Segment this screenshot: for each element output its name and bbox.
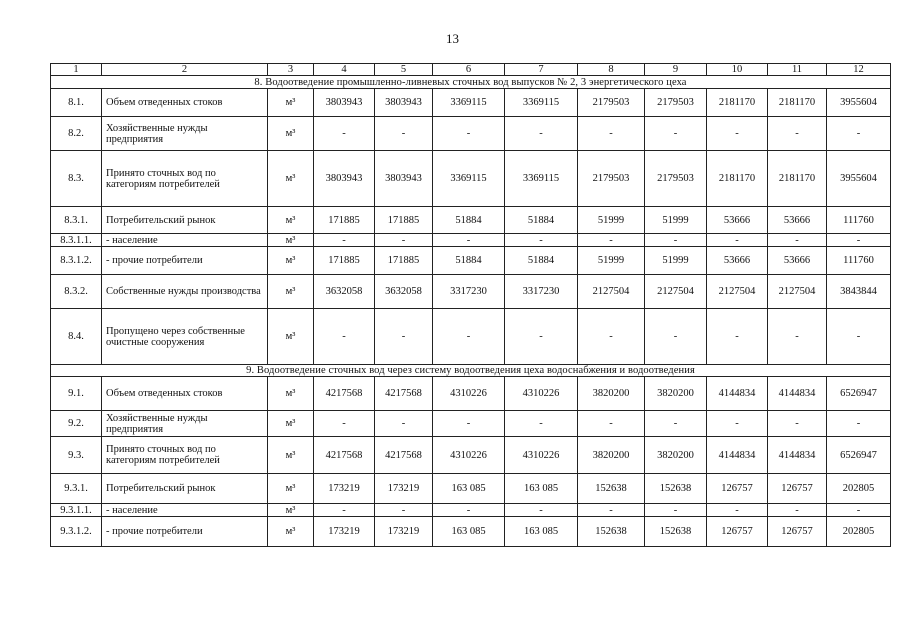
value-cell: 173219 <box>375 474 433 504</box>
section-title: 9. Водоотведение сточных вод через систему водоотведения цеха водоснабжения и водоотведения <box>51 365 891 377</box>
value-cell: 163 085 <box>505 517 578 547</box>
row-code: 8.3.1.1. <box>51 234 102 247</box>
value-cell: - <box>768 309 827 365</box>
value-cell: 6526947 <box>827 377 891 411</box>
value-cell: 3317230 <box>433 275 505 309</box>
value-cell: 4217568 <box>314 377 375 411</box>
value-cell: 51999 <box>645 247 707 275</box>
value-cell: 2179503 <box>578 89 645 117</box>
row-name: Пропущено через собственные очистные сооружения <box>102 309 268 365</box>
column-number-cell: 7 <box>505 64 578 76</box>
value-cell: 3369115 <box>505 151 578 207</box>
value-cell: 202805 <box>827 474 891 504</box>
row-name: Потребительский рынок <box>102 474 268 504</box>
value-cell: 3369115 <box>505 89 578 117</box>
row-unit: м³ <box>268 151 314 207</box>
table-row <box>51 89 891 117</box>
value-cell: - <box>827 117 891 151</box>
column-number-cell: 2 <box>102 64 268 76</box>
row-unit: м³ <box>268 517 314 547</box>
column-number-cell: 4 <box>314 64 375 76</box>
row-code: 8.2. <box>51 117 102 151</box>
table-row <box>51 437 891 474</box>
value-cell: 51999 <box>578 247 645 275</box>
value-cell: - <box>768 234 827 247</box>
row-unit: м³ <box>268 474 314 504</box>
value-cell: 4144834 <box>707 377 768 411</box>
value-cell: 3369115 <box>433 151 505 207</box>
row-name: - прочие потребители <box>102 247 268 275</box>
value-cell: - <box>768 117 827 151</box>
value-cell: 4310226 <box>505 437 578 474</box>
table-row <box>51 517 891 547</box>
row-name: - население <box>102 504 268 517</box>
table-row <box>51 207 891 234</box>
column-number-cell: 12 <box>827 64 891 76</box>
value-cell: - <box>827 504 891 517</box>
value-cell: - <box>433 504 505 517</box>
value-cell: - <box>707 504 768 517</box>
value-cell: - <box>314 411 375 437</box>
value-cell: 3843844 <box>827 275 891 309</box>
page-number: 13 <box>446 31 459 46</box>
column-number-cell: 11 <box>768 64 827 76</box>
value-cell: 51884 <box>505 207 578 234</box>
value-cell: - <box>645 411 707 437</box>
table-row <box>51 504 891 517</box>
value-cell: 53666 <box>707 207 768 234</box>
value-cell: 173219 <box>314 474 375 504</box>
row-code: 9.3.1.1. <box>51 504 102 517</box>
value-cell: 111760 <box>827 247 891 275</box>
value-cell: - <box>645 309 707 365</box>
value-cell: 3369115 <box>433 89 505 117</box>
value-cell: 3820200 <box>645 377 707 411</box>
value-cell: 152638 <box>578 517 645 547</box>
row-name: - прочие потребители <box>102 517 268 547</box>
table-row <box>51 411 891 437</box>
value-cell: - <box>827 411 891 437</box>
table-row <box>51 234 891 247</box>
row-code: 8.1. <box>51 89 102 117</box>
value-cell: 2179503 <box>645 89 707 117</box>
row-unit: м³ <box>268 411 314 437</box>
value-cell: 4144834 <box>707 437 768 474</box>
value-cell: - <box>375 411 433 437</box>
value-cell: 3955604 <box>827 151 891 207</box>
value-cell: - <box>314 309 375 365</box>
column-number-cell: 10 <box>707 64 768 76</box>
row-name: Принято сточных вод по категориям потребителей <box>102 437 268 474</box>
table-row <box>51 309 891 365</box>
value-cell: 51884 <box>433 207 505 234</box>
value-cell: - <box>433 309 505 365</box>
value-cell: 3632058 <box>375 275 433 309</box>
value-cell: 171885 <box>375 207 433 234</box>
value-cell: 53666 <box>707 247 768 275</box>
row-unit: м³ <box>268 247 314 275</box>
value-cell: 2127504 <box>645 275 707 309</box>
row-code: 8.3.1.2. <box>51 247 102 275</box>
column-number-cell: 9 <box>645 64 707 76</box>
value-cell: 2179503 <box>578 151 645 207</box>
value-cell: 2127504 <box>768 275 827 309</box>
row-code: 8.3.2. <box>51 275 102 309</box>
row-unit: м³ <box>268 377 314 411</box>
value-cell: - <box>578 411 645 437</box>
value-cell: 173219 <box>314 517 375 547</box>
row-unit: м³ <box>268 437 314 474</box>
value-cell: - <box>768 411 827 437</box>
value-cell: 2181170 <box>707 151 768 207</box>
value-cell: 111760 <box>827 207 891 234</box>
value-cell: - <box>707 117 768 151</box>
row-unit: м³ <box>268 275 314 309</box>
value-cell: - <box>505 234 578 247</box>
value-cell: - <box>314 234 375 247</box>
column-number-cell: 6 <box>433 64 505 76</box>
row-code: 8.3.1. <box>51 207 102 234</box>
value-cell: 152638 <box>645 474 707 504</box>
value-cell: 3820200 <box>645 437 707 474</box>
value-cell: - <box>375 234 433 247</box>
value-cell: 126757 <box>768 517 827 547</box>
value-cell: - <box>433 234 505 247</box>
row-name: Объем отведенных стоков <box>102 377 268 411</box>
value-cell: - <box>375 504 433 517</box>
column-number-cell: 5 <box>375 64 433 76</box>
row-unit: м³ <box>268 234 314 247</box>
value-cell: - <box>707 234 768 247</box>
value-cell: - <box>505 309 578 365</box>
value-cell: 51999 <box>578 207 645 234</box>
section-title: 8. Водоотведение промышленно-ливневых сточных вод выпусков № 2, 3 энергетического цеха <box>51 76 891 89</box>
table-row <box>51 275 891 309</box>
value-cell: 126757 <box>768 474 827 504</box>
value-cell: 173219 <box>375 517 433 547</box>
value-cell: - <box>578 504 645 517</box>
column-number-row <box>51 64 891 76</box>
section-title-row <box>51 365 891 377</box>
row-name: Хозяйственные нужды предприятия <box>102 411 268 437</box>
row-code: 9.1. <box>51 377 102 411</box>
row-unit: м³ <box>268 309 314 365</box>
value-cell: 2181170 <box>768 89 827 117</box>
row-name: Принято сточных вод по категориям потребителей <box>102 151 268 207</box>
value-cell: 3820200 <box>578 437 645 474</box>
value-cell: 152638 <box>645 517 707 547</box>
value-cell: - <box>827 309 891 365</box>
data-table <box>50 63 891 547</box>
value-cell: 4217568 <box>375 437 433 474</box>
row-code: 8.3. <box>51 151 102 207</box>
column-number-cell: 3 <box>268 64 314 76</box>
value-cell: 2181170 <box>707 89 768 117</box>
value-cell: 51884 <box>433 247 505 275</box>
row-code: 9.3.1.2. <box>51 517 102 547</box>
table-row <box>51 474 891 504</box>
value-cell: 171885 <box>375 247 433 275</box>
value-cell: - <box>707 411 768 437</box>
value-cell: - <box>768 504 827 517</box>
row-name: Потребительский рынок <box>102 207 268 234</box>
row-unit: м³ <box>268 207 314 234</box>
value-cell: - <box>314 117 375 151</box>
value-cell: 171885 <box>314 247 375 275</box>
value-cell: 2127504 <box>707 275 768 309</box>
value-cell: - <box>578 117 645 151</box>
value-cell: 4144834 <box>768 437 827 474</box>
value-cell: - <box>505 411 578 437</box>
value-cell: 3803943 <box>314 89 375 117</box>
value-cell: - <box>827 234 891 247</box>
table-row <box>51 151 891 207</box>
value-cell: - <box>578 309 645 365</box>
value-cell: 171885 <box>314 207 375 234</box>
value-cell: - <box>375 117 433 151</box>
value-cell: 163 085 <box>505 474 578 504</box>
value-cell: 2181170 <box>768 151 827 207</box>
column-number-cell: 8 <box>578 64 645 76</box>
value-cell: 4144834 <box>768 377 827 411</box>
column-number-cell: 1 <box>51 64 102 76</box>
value-cell: 2179503 <box>645 151 707 207</box>
row-code: 9.3.1. <box>51 474 102 504</box>
row-unit: м³ <box>268 89 314 117</box>
table-row <box>51 247 891 275</box>
value-cell: - <box>314 504 375 517</box>
table-row <box>51 117 891 151</box>
value-cell: 53666 <box>768 247 827 275</box>
value-cell: - <box>645 117 707 151</box>
value-cell: 202805 <box>827 517 891 547</box>
value-cell: - <box>433 117 505 151</box>
value-cell: 126757 <box>707 474 768 504</box>
value-cell: 4310226 <box>433 437 505 474</box>
value-cell: - <box>505 504 578 517</box>
row-unit: м³ <box>268 504 314 517</box>
row-name: Хозяйственные нужды предприятия <box>102 117 268 151</box>
value-cell: 53666 <box>768 207 827 234</box>
table-body <box>51 64 891 547</box>
value-cell: 3955604 <box>827 89 891 117</box>
value-cell: 3803943 <box>314 151 375 207</box>
row-code: 9.3. <box>51 437 102 474</box>
value-cell: 3632058 <box>314 275 375 309</box>
value-cell: 163 085 <box>433 474 505 504</box>
value-cell: 126757 <box>707 517 768 547</box>
value-cell: 3803943 <box>375 89 433 117</box>
value-cell: 3820200 <box>578 377 645 411</box>
value-cell: 3803943 <box>375 151 433 207</box>
value-cell: 4310226 <box>433 377 505 411</box>
value-cell: 163 085 <box>433 517 505 547</box>
value-cell: - <box>375 309 433 365</box>
value-cell: 2127504 <box>578 275 645 309</box>
value-cell: 3317230 <box>505 275 578 309</box>
value-cell: - <box>707 309 768 365</box>
row-name: - население <box>102 234 268 247</box>
value-cell: - <box>433 411 505 437</box>
row-unit: м³ <box>268 117 314 151</box>
value-cell: 4217568 <box>314 437 375 474</box>
section-title-row <box>51 76 891 89</box>
value-cell: 51884 <box>505 247 578 275</box>
row-name: Объем отведенных стоков <box>102 89 268 117</box>
value-cell: - <box>645 234 707 247</box>
row-name: Собственные нужды производства <box>102 275 268 309</box>
value-cell: 152638 <box>578 474 645 504</box>
table-row <box>51 377 891 411</box>
value-cell: - <box>645 504 707 517</box>
value-cell: 4310226 <box>505 377 578 411</box>
value-cell: - <box>578 234 645 247</box>
value-cell: 51999 <box>645 207 707 234</box>
row-code: 8.4. <box>51 309 102 365</box>
value-cell: 6526947 <box>827 437 891 474</box>
value-cell: 4217568 <box>375 377 433 411</box>
value-cell: - <box>505 117 578 151</box>
row-code: 9.2. <box>51 411 102 437</box>
